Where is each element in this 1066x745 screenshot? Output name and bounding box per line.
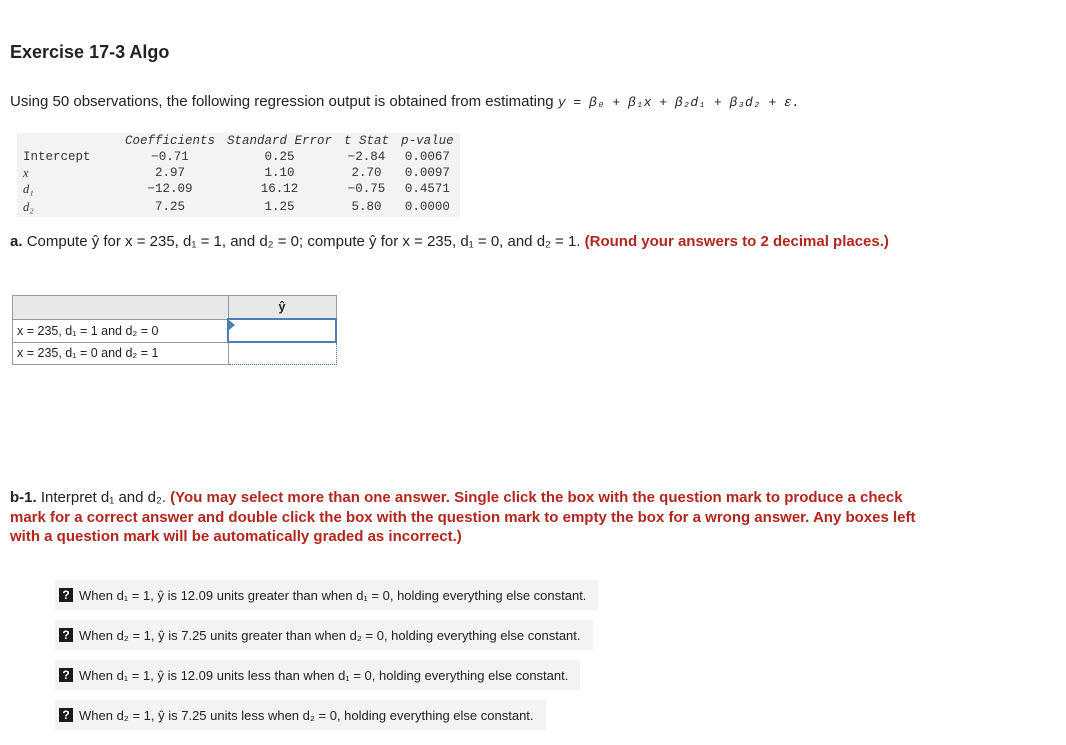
std-error-cell: 0.25 bbox=[264, 150, 295, 164]
coefficient-cell: 2.97 bbox=[155, 166, 186, 180]
regression-output-table bbox=[17, 133, 460, 217]
y-hat-header: ŷ bbox=[228, 296, 336, 320]
table-row bbox=[17, 165, 460, 181]
option-text: When d₁ = 1, ŷ is 12.09 units less than when d₁ = 0, holding everything else constant. bbox=[79, 667, 569, 683]
y-hat-input-1[interactable] bbox=[229, 319, 339, 342]
part-a-instruction: (Round your answers to 2 decimal places.) bbox=[584, 233, 889, 250]
question-mark-checkbox[interactable]: ? bbox=[59, 588, 73, 602]
part-b1-text: Interpret d₁ and d₂. bbox=[40, 489, 166, 506]
question-mark-checkbox[interactable]: ? bbox=[59, 628, 73, 642]
answer-table bbox=[12, 295, 337, 365]
answer-row-label: x = 235, d₁ = 1 and d₂ = 0 bbox=[13, 319, 229, 342]
part-b1-label: b-1. bbox=[10, 489, 37, 506]
answer-row bbox=[13, 319, 337, 342]
question-mark-checkbox[interactable]: ? bbox=[59, 668, 73, 682]
coefficient-cell: 7.25 bbox=[155, 200, 186, 214]
std-error-cell: 1.10 bbox=[264, 166, 295, 180]
t-stat-cell: 2.70 bbox=[351, 166, 382, 180]
row-label: x bbox=[23, 166, 29, 180]
table-header-cell bbox=[17, 133, 119, 149]
t-stat-cell: 5.80 bbox=[351, 200, 382, 214]
t-stat-cell: −2.84 bbox=[347, 150, 386, 164]
answer-cell bbox=[228, 342, 336, 365]
answer-row bbox=[13, 342, 337, 365]
answer-header-row bbox=[13, 296, 337, 320]
option-text: When d₂ = 1, ŷ is 7.25 units less when d₂ = 0, holding everything else constant. bbox=[79, 707, 534, 723]
table-header-row bbox=[17, 133, 460, 149]
p-value-cell: 0.0000 bbox=[404, 200, 450, 214]
row-label: Intercept bbox=[23, 150, 91, 164]
table-header-cell: p-value bbox=[401, 134, 454, 148]
option-item bbox=[55, 700, 546, 730]
p-value-cell: 0.4571 bbox=[404, 182, 450, 196]
table-row bbox=[17, 197, 460, 217]
std-error-cell: 16.12 bbox=[260, 182, 299, 196]
question-mark-checkbox[interactable]: ? bbox=[59, 708, 73, 722]
answer-options bbox=[55, 580, 598, 740]
part-b1-instruction: (You may select more than one answer. Single click the box with the question mark to produce a check mark for a correct answer and double click the box with the question mark to empty the box for a wrong answer. Any boxes left with a question mark will be automatically graded as incorrect.) bbox=[10, 489, 916, 545]
answer-header-blank bbox=[13, 296, 229, 320]
table-header-cell: Standard Error bbox=[227, 134, 333, 148]
part-a-question bbox=[10, 232, 910, 251]
option-text: When d₂ = 1, ŷ is 7.25 units greater than when d₂ = 0, holding everything else constant. bbox=[79, 627, 581, 643]
answer-cell bbox=[228, 319, 336, 342]
row-label: d₂ bbox=[23, 200, 34, 214]
part-b1-question bbox=[10, 488, 940, 547]
part-a-label: a. bbox=[10, 233, 23, 250]
coefficient-cell: −12.09 bbox=[147, 182, 193, 196]
option-text: When d₁ = 1, ŷ is 12.09 units greater than when d₁ = 0, holding everything else constant. bbox=[79, 587, 587, 603]
intro-text bbox=[10, 93, 800, 110]
table-row bbox=[17, 181, 460, 197]
std-error-cell: 1.25 bbox=[264, 200, 295, 214]
answer-row-label: x = 235, d₁ = 0 and d₂ = 1 bbox=[13, 342, 229, 365]
option-item bbox=[55, 620, 593, 650]
regression-equation: y = β₀ + β₁x + β₂d₁ + β₃d₂ + ε. bbox=[557, 95, 800, 110]
y-hat-input-2[interactable] bbox=[229, 342, 340, 365]
t-stat-cell: −0.75 bbox=[347, 182, 386, 196]
coefficient-cell: −0.71 bbox=[151, 150, 189, 164]
table-header-cell: t Stat bbox=[344, 134, 390, 148]
part-a-text: Compute ŷ for x = 235, d₁ = 1, and d₂ = 0; compute ŷ for x = 235, d₁ = 0, and d₂ = 1. bbox=[26, 233, 581, 250]
row-label: d₁ bbox=[23, 182, 34, 196]
option-item bbox=[55, 660, 580, 690]
p-value-cell: 0.0097 bbox=[404, 166, 450, 180]
p-value-cell: 0.0067 bbox=[404, 150, 450, 164]
table-row bbox=[17, 149, 460, 165]
table-header-cell: Coefficients bbox=[125, 134, 216, 148]
intro-sentence: Using 50 observations, the following regression output is obtained from estimating bbox=[10, 93, 554, 110]
page-title: Exercise 17-3 Algo bbox=[10, 42, 170, 62]
option-item bbox=[55, 580, 598, 610]
active-cell-marker bbox=[229, 320, 235, 330]
